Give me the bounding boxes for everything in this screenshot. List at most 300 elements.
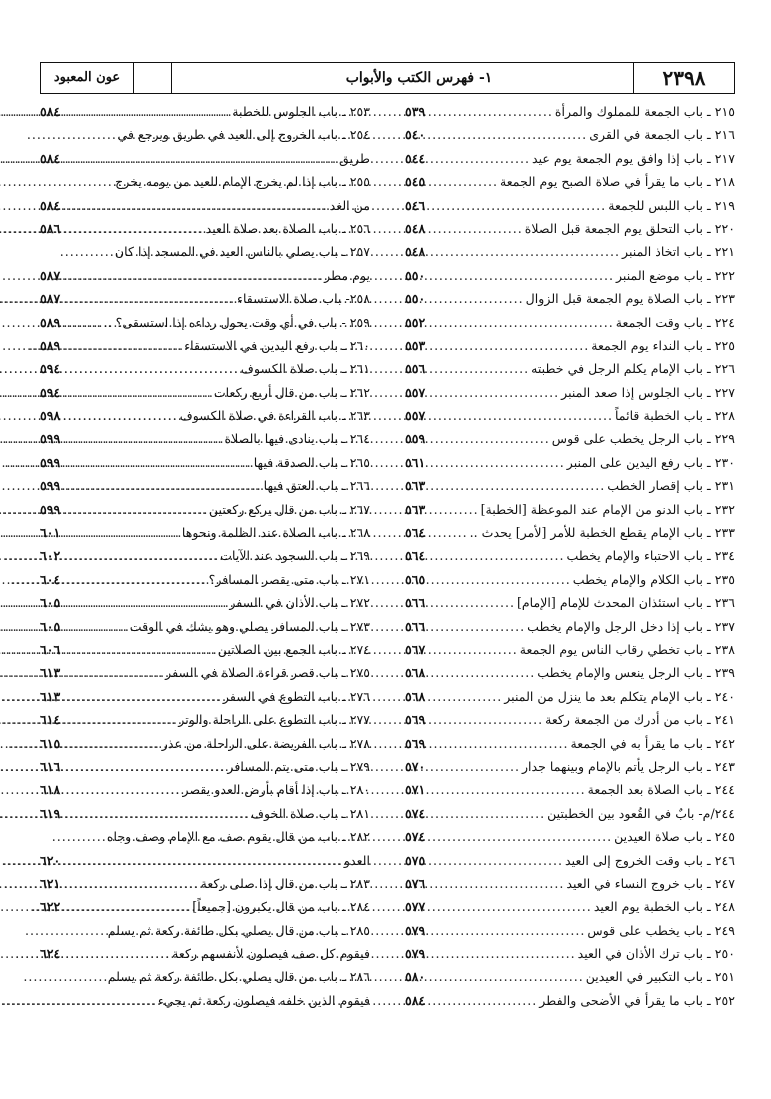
leader-dots bbox=[74, 708, 178, 731]
entry-text: ٢٤٦ ـ باب وقت الخروج إلى العيد bbox=[565, 852, 735, 868]
entry-line bbox=[40, 849, 370, 872]
entry-line bbox=[40, 942, 370, 965]
index-entry bbox=[40, 498, 370, 521]
entry-page-number: ٥٤٨ bbox=[405, 220, 426, 236]
entry-line bbox=[405, 825, 735, 848]
entry-page-number: ٦٠٥ bbox=[40, 595, 61, 611]
entry-text: ٢٥٢ ـ باب ما يقرأ في الأضحى والفطر bbox=[539, 992, 735, 1008]
entry-line bbox=[405, 100, 735, 123]
entry-line bbox=[405, 802, 735, 825]
entry-text: ٢٣٣ ـ باب الإمام يقطع الخطبة للأمر [لأمر] يحدث .. bbox=[469, 525, 735, 541]
index-entry bbox=[40, 872, 370, 895]
entry-text: ٢٤٢ ـ باب ما يقرأ به في الجمعة bbox=[570, 735, 735, 751]
entry-text: ٢٨٢ ـ باب من قال يقوم صف مع الإمام وصف وجاه bbox=[106, 829, 370, 845]
leader-dots bbox=[74, 544, 220, 567]
index-entry bbox=[405, 498, 735, 521]
entry-page-number: ٥٧١ bbox=[405, 782, 426, 798]
entry-line bbox=[405, 544, 735, 567]
index-entry bbox=[405, 334, 735, 357]
entry-page-number: ٥٨٤ bbox=[40, 197, 61, 213]
entry-line bbox=[405, 755, 735, 778]
leader-dots bbox=[439, 264, 616, 287]
entry-line bbox=[405, 708, 735, 731]
index-entry bbox=[405, 287, 735, 310]
index-entry bbox=[40, 521, 370, 544]
leader-dots bbox=[439, 568, 573, 591]
entry-page-number: ٥٦٨ bbox=[405, 665, 426, 681]
index-entry bbox=[405, 872, 735, 895]
entry-page-number: ٦٠١ bbox=[40, 525, 61, 541]
entry-text: فيقوم الذين خلفه فيصلون ركعة ثم يجيء bbox=[157, 992, 370, 1008]
leader-dots bbox=[74, 661, 165, 684]
entry-text: ٢٧٦ ـ باب التطوع في السفر bbox=[222, 688, 370, 704]
book-title: عون المعبود bbox=[53, 70, 121, 85]
entry-page-number: ٥٦٩ bbox=[405, 735, 426, 751]
index-entry bbox=[40, 427, 370, 450]
entry-text: ٢٣٦ ـ باب استئذان المحدث للإمام [الإمام] bbox=[516, 595, 735, 611]
entry-text: ٢٨١ ـ باب صلاة الخوف bbox=[250, 805, 370, 821]
entry-text: ٢٣٧ ـ باب إذا دخل الرجل والإمام يخطب bbox=[527, 618, 735, 634]
index-entry bbox=[40, 334, 370, 357]
entry-line bbox=[40, 217, 370, 240]
index-entry bbox=[405, 825, 735, 848]
entry-line bbox=[40, 123, 370, 146]
entry-line bbox=[405, 404, 735, 427]
entry-page-number: ٥٦١ bbox=[405, 454, 426, 470]
entry-text: ٢٥٦ ـ باب الصلاة بعد صلاة العيد bbox=[205, 220, 370, 236]
index-entry bbox=[405, 989, 735, 1012]
index-entry bbox=[405, 615, 735, 638]
entry-page-number: ٦١٣ bbox=[40, 665, 61, 681]
entry-text: ٢٣٠ ـ باب رفع اليدين على المنبر bbox=[566, 454, 735, 470]
index-entry bbox=[40, 217, 370, 240]
leader-dots bbox=[439, 661, 537, 684]
entry-text: ٢٧٨ ـ باب الفريضة على الراحلة من عذر bbox=[161, 735, 370, 751]
index-entry bbox=[405, 170, 735, 193]
entry-line bbox=[40, 732, 370, 755]
leader-dots bbox=[439, 194, 608, 217]
entry-page-number: ٦١٦ bbox=[40, 758, 61, 774]
entry-page-number: ٥٨٠ bbox=[405, 969, 426, 985]
entry-line bbox=[40, 381, 370, 404]
entry-line bbox=[405, 591, 735, 614]
leader-dots bbox=[439, 708, 545, 731]
entry-line bbox=[40, 895, 370, 918]
entry-text: ٢٦٢ ـ باب من قال أربع ركعات bbox=[213, 384, 370, 400]
leader-dots bbox=[74, 895, 192, 918]
entry-page-number: ٥٥٣ bbox=[405, 337, 426, 353]
entry-line bbox=[405, 147, 735, 170]
entry-text: ٢٢٢ ـ باب موضع المنبر bbox=[615, 267, 735, 283]
leader-dots bbox=[74, 989, 158, 1012]
index-entry bbox=[40, 895, 370, 918]
entry-text: ٢٧٢ ـ باب الأذان في السفر bbox=[229, 595, 370, 611]
leader-dots bbox=[439, 942, 578, 965]
entry-line bbox=[405, 194, 735, 217]
index-entry bbox=[405, 591, 735, 614]
entry-page-number: ٥٦٣ bbox=[405, 501, 426, 517]
entry-page-number: ٥٨٩ bbox=[40, 337, 61, 353]
entry-line bbox=[405, 521, 735, 544]
entry-page-number: ٦١٤ bbox=[40, 712, 61, 728]
entry-line bbox=[405, 427, 735, 450]
leader-dots bbox=[439, 919, 587, 942]
entry-text: ٢٤٠ ـ باب الإمام يتكلم بعد ما ينزل من المنبر bbox=[504, 688, 735, 704]
index-entry bbox=[40, 123, 370, 170]
entry-page-number: ٦٠٢ bbox=[40, 548, 61, 564]
index-entry bbox=[40, 311, 370, 334]
entry-line bbox=[40, 498, 370, 521]
entry-page-number: ٥٩٨ bbox=[40, 408, 61, 424]
entry-line bbox=[40, 474, 370, 497]
entry-page-number: ٥٥٦ bbox=[405, 361, 426, 377]
leader-dots bbox=[439, 334, 591, 357]
entry-line bbox=[405, 217, 735, 240]
leader-dots bbox=[74, 264, 324, 287]
leader-dots bbox=[439, 404, 615, 427]
section-title: ١- فهرس الكتب والأبواب bbox=[345, 70, 493, 86]
entry-line bbox=[405, 778, 735, 801]
entry-line bbox=[40, 615, 370, 638]
leader-dots bbox=[439, 427, 552, 450]
entry-page-number: ٥٥٩ bbox=[405, 431, 426, 447]
entry-page-number: ٥٩٤ bbox=[40, 361, 61, 377]
entry-line bbox=[405, 989, 735, 1012]
entry-text: طريق bbox=[339, 150, 370, 166]
leader-dots bbox=[439, 895, 594, 918]
entry-text: ٢٢٧ ـ باب الجلوس إذا صعد المنبر bbox=[561, 384, 735, 400]
index-entry bbox=[405, 474, 735, 497]
index-entry bbox=[40, 965, 370, 1012]
entry-line bbox=[405, 685, 735, 708]
entry-text: ٢١٩ ـ باب اللبس للجمعة bbox=[608, 197, 735, 213]
entry-page-number: ٥٦٥ bbox=[405, 571, 426, 587]
entry-page-number: ٦١٨ bbox=[40, 782, 61, 798]
entry-text: ٢٥٩ - باب في أي وقت يحول رداءه إذا استسقى؟ .. bbox=[103, 314, 370, 330]
header-divider bbox=[133, 63, 134, 93]
entry-line bbox=[40, 264, 370, 287]
leader-dots bbox=[439, 498, 481, 521]
entry-line bbox=[405, 381, 735, 404]
leader-dots bbox=[74, 474, 264, 497]
entry-text: ٢٤٣ ـ باب الرجل يأتم بالإمام وبينهما جدار bbox=[521, 758, 735, 774]
leader-dots bbox=[74, 357, 241, 380]
entry-page-number: ٥٦٨ bbox=[405, 688, 426, 704]
entry-page-number: ٥٥٠ bbox=[405, 267, 426, 283]
entry-text: من الغد bbox=[329, 197, 370, 213]
entry-line bbox=[405, 311, 735, 334]
entry-line bbox=[40, 919, 370, 942]
leader-dots bbox=[439, 778, 588, 801]
leader-dots bbox=[74, 802, 251, 825]
entry-text: ٢١٧ ـ باب إذا وافق يوم الجمعة يوم عيد bbox=[531, 150, 735, 166]
leader-dots bbox=[439, 544, 566, 567]
leader-dots bbox=[74, 217, 206, 240]
entry-page-number: ٥٥٧ bbox=[405, 408, 426, 424]
entry-page-number: ٥٨٤ bbox=[40, 104, 61, 119]
entry-page-number: ٥٤٠ bbox=[405, 127, 426, 143]
entry-text: ٢٢٤ ـ باب وقت الجمعة bbox=[615, 314, 735, 330]
leader-dots bbox=[439, 965, 586, 988]
entry-line bbox=[40, 825, 370, 848]
leader-dots bbox=[439, 217, 525, 240]
entry-line bbox=[40, 100, 370, 123]
entry-line bbox=[405, 334, 735, 357]
entry-text: ٢٨٠ ـ باب إذا أقام بأرض العدو يقصر bbox=[182, 782, 370, 798]
entry-text: العدو bbox=[343, 852, 370, 868]
entry-page-number: ٥٧٩ bbox=[405, 946, 426, 962]
entry-page-number: ٥٦٧ bbox=[405, 641, 426, 657]
entry-text: ٢٦٤ ـ باب ينادى فيها بالصلاة bbox=[224, 431, 370, 447]
leader-dots bbox=[439, 100, 555, 123]
entry-text: ٢٦٠ ـ باب رفع اليدين في الاستسقاء bbox=[184, 337, 370, 353]
entry-line bbox=[40, 685, 370, 708]
leader-dots bbox=[439, 474, 607, 497]
index-entry bbox=[405, 685, 735, 708]
entry-text: فيقوم كل صف فيصلون لأنفسهم ركعة bbox=[172, 946, 370, 962]
entry-text: ٢٤٤ ـ باب الصلاة بعد الجمعة bbox=[587, 782, 735, 798]
index-column-left bbox=[40, 100, 370, 1012]
entry-page-number: ٥٦٤ bbox=[405, 548, 426, 564]
entry-text: ٢٦١ ـ باب صلاة الكسوف bbox=[240, 361, 370, 377]
entry-line bbox=[405, 872, 735, 895]
entry-text: ٢٧٣ ـ باب المسافر يصلي وهو يشك في الوقت bbox=[129, 618, 370, 634]
entry-text: ٢٣١ ـ باب إقصار الخطب bbox=[607, 478, 735, 494]
leader-dots bbox=[439, 685, 504, 708]
entry-line bbox=[40, 427, 370, 450]
leader-dots bbox=[439, 825, 614, 848]
leader-dots bbox=[74, 872, 201, 895]
entry-page-number: ٥٤٦ bbox=[405, 197, 426, 213]
entry-page-number: ٥٧٠ bbox=[405, 758, 426, 774]
entry-line bbox=[40, 357, 370, 380]
entry-text: ٢٧١ ـ باب متى يقصر المسافر؟ bbox=[208, 571, 370, 587]
leader-dots bbox=[74, 100, 232, 123]
entry-line bbox=[40, 638, 370, 661]
entry-text: ٢٧٩ ـ باب متى يتم المسافر bbox=[227, 758, 370, 774]
entry-text: ٢٤٤/م- بابٌ في القُعود بين الخطبتين bbox=[547, 805, 735, 821]
entry-text: ٢٣٨ ـ باب تخطي رقاب الناس يوم الجمعة bbox=[519, 641, 735, 657]
leader-dots bbox=[74, 334, 184, 357]
index-entry bbox=[405, 217, 735, 240]
entry-page-number: ٥٧٤ bbox=[405, 829, 426, 845]
entry-line bbox=[405, 498, 735, 521]
entry-line bbox=[40, 521, 370, 544]
entry-line bbox=[40, 334, 370, 357]
entry-text: ٢٢٦ ـ باب الإمام يكلم الرجل في خطبته bbox=[531, 361, 735, 377]
entry-line bbox=[405, 732, 735, 755]
entry-page-number: ٥٩٩ bbox=[40, 478, 61, 494]
index-entry bbox=[405, 544, 735, 567]
entry-page-number: ٦١٥ bbox=[40, 735, 61, 751]
entry-page-number: ٥٦٩ bbox=[405, 712, 426, 728]
index-entry bbox=[405, 100, 735, 123]
entry-line bbox=[40, 568, 370, 591]
leader-dots bbox=[74, 147, 339, 170]
entry-page-number: ٥٨٤ bbox=[40, 150, 61, 166]
index-entry bbox=[405, 123, 735, 146]
entry-line bbox=[40, 287, 370, 310]
entry-page-number: ٦٠٥ bbox=[40, 618, 61, 634]
entry-line bbox=[405, 451, 735, 474]
entry-page-number: ٥٩٤ bbox=[40, 384, 61, 400]
entry-line bbox=[40, 591, 370, 614]
index-entry bbox=[405, 661, 735, 684]
index-entry bbox=[40, 100, 370, 123]
index-entry bbox=[405, 568, 735, 591]
entry-text: ٢٢٣ ـ باب الصلاة يوم الجمعة قبل الزوال bbox=[525, 291, 735, 307]
index-entry bbox=[405, 755, 735, 778]
entry-line bbox=[405, 615, 735, 638]
entry-text: ٢٥٧ ـ باب يصلي بالناس العيد في المسجد إذا كان bbox=[114, 244, 370, 260]
leader-dots bbox=[74, 849, 344, 872]
entry-page-number: ٥٣٩ bbox=[405, 104, 426, 119]
entry-page-number: ٥٦٣ bbox=[405, 478, 426, 494]
entry-line bbox=[405, 240, 735, 263]
entry-text: ٢٤٨ ـ باب الخطبة يوم العيد bbox=[593, 899, 735, 915]
entry-text: ٢٣٥ ـ باب الكلام والإمام يخطب bbox=[572, 571, 735, 587]
index-entry bbox=[40, 919, 370, 966]
entry-text: ٢٥٨- باب صلاة الاستسقاء bbox=[237, 291, 370, 307]
entry-text: ٢٧٥ ـ باب قصر قراءة الصلاة في السفر bbox=[165, 665, 370, 681]
index-entry bbox=[40, 802, 370, 825]
leader-dots bbox=[439, 732, 571, 755]
entry-page-number: ٥٤٨ bbox=[405, 244, 426, 260]
leader-dots bbox=[74, 404, 180, 427]
entry-line bbox=[405, 474, 735, 497]
index-entry bbox=[405, 732, 735, 755]
entry-page-number: ٥٨٧ bbox=[40, 291, 61, 307]
entry-line bbox=[40, 147, 370, 170]
entry-text: ٢٦٣ ـ باب القراءة في صلاة الكسوف bbox=[179, 408, 370, 424]
leader-dots bbox=[439, 989, 539, 1012]
entry-page-number: ٥٨٦ bbox=[40, 220, 61, 236]
entry-line bbox=[40, 240, 370, 263]
entry-page-number: ٥٨٧ bbox=[40, 267, 61, 283]
entry-text: ٢٣٤ ـ باب الاحتباء والإمام يخطب bbox=[566, 548, 735, 564]
index-entry bbox=[40, 568, 370, 591]
entry-text: ٢٤٩ ـ باب يخطب على قوس bbox=[587, 922, 735, 938]
page-header bbox=[40, 62, 735, 94]
leader-dots bbox=[74, 615, 130, 638]
leader-dots bbox=[439, 849, 565, 872]
entry-line bbox=[405, 638, 735, 661]
entry-text: ٢٢٥ ـ باب النداء يوم الجمعة bbox=[591, 337, 735, 353]
entry-page-number: ٥٧٥ bbox=[405, 852, 426, 868]
leader-dots bbox=[439, 872, 566, 895]
entry-page-number: ٥٩٩ bbox=[40, 501, 61, 517]
leader-dots bbox=[439, 240, 622, 263]
leader-dots bbox=[74, 287, 237, 310]
index-entry bbox=[405, 778, 735, 801]
entry-text: ٢٤٧ ـ باب خروج النساء في العيد bbox=[566, 875, 735, 891]
entry-text: ٢٢٩ ـ باب الرجل يخطب على قوس bbox=[551, 431, 735, 447]
entry-text: ٢٧٧ ـ باب التطوع على الراحلة والوتر bbox=[178, 712, 370, 728]
entry-line bbox=[40, 194, 370, 217]
leader-dots bbox=[439, 521, 470, 544]
index-entry bbox=[40, 357, 370, 380]
leader-dots bbox=[439, 123, 589, 146]
entry-text: ٢٢٠ ـ باب التحلق يوم الجمعة قبل الصلاة bbox=[524, 220, 735, 236]
entry-text: ٢٦٧ ـ باب من قال يركع ركعتين bbox=[208, 501, 370, 517]
entry-line bbox=[405, 919, 735, 942]
leader-dots bbox=[74, 521, 182, 544]
leader-dots bbox=[74, 732, 162, 755]
entry-text: ٢٦٥ ـ باب الصدقة فيها bbox=[253, 454, 370, 470]
entry-page-number: ٥٩٩ bbox=[40, 454, 61, 470]
entry-line bbox=[40, 989, 370, 1012]
index-entry bbox=[40, 755, 370, 778]
entry-text: ٢٧٤ ـ باب الجمع بين الصلاتين bbox=[217, 641, 370, 657]
index-entry bbox=[405, 240, 735, 263]
entry-page-number: ٦١٩ bbox=[40, 805, 61, 821]
entry-text: ٢٤٥ ـ باب صلاة العيدين bbox=[614, 829, 735, 845]
index-entry bbox=[405, 708, 735, 731]
leader-dots bbox=[439, 170, 500, 193]
index-entry bbox=[405, 849, 735, 872]
entry-text: ٢٢١ ـ باب اتخاذ المنبر bbox=[622, 244, 735, 260]
entry-text: ٢٣٢ ـ باب الدنو من الإمام عند الموعظة [الخطبة] bbox=[480, 501, 735, 517]
entry-line bbox=[40, 755, 370, 778]
leader-dots bbox=[439, 287, 526, 310]
entry-page-number: ٥٦٦ bbox=[405, 595, 426, 611]
entry-line bbox=[405, 942, 735, 965]
index-entry bbox=[40, 287, 370, 310]
entry-page-number: ٥٩٩ bbox=[40, 431, 61, 447]
header-divider bbox=[171, 63, 172, 93]
entry-line bbox=[40, 778, 370, 801]
entry-line bbox=[405, 357, 735, 380]
entry-page-number: ٥٤٤ bbox=[405, 150, 426, 166]
leader-dots bbox=[74, 591, 229, 614]
entry-text: ٢٦٦ ـ باب العتق فيها bbox=[263, 478, 370, 494]
entry-page-number: ٦٢١ bbox=[40, 875, 61, 891]
entry-page-number: ٦٢٤ bbox=[40, 946, 61, 962]
leader-dots bbox=[74, 942, 172, 965]
entry-text: ٢١٨ ـ باب ما يقرأ في صلاة الصبح يوم الجمعة bbox=[499, 174, 735, 190]
entry-text: ٢١٦ ـ باب الجمعة في القرى bbox=[589, 127, 735, 143]
index-entry bbox=[405, 451, 735, 474]
entry-line bbox=[40, 802, 370, 825]
entry-page-number: ٥٨٩ bbox=[40, 314, 61, 330]
entry-page-number: ٥٥٧ bbox=[405, 384, 426, 400]
index-entry bbox=[40, 404, 370, 427]
index-entry bbox=[40, 638, 370, 661]
index-entry bbox=[405, 895, 735, 918]
entry-text: ٢٥٠ ـ باب ترك الأذان في العيد bbox=[577, 946, 735, 962]
index-entry bbox=[40, 615, 370, 638]
leader-dots bbox=[439, 615, 527, 638]
entry-page-number: ٥٧٩ bbox=[405, 922, 426, 938]
index-entry bbox=[40, 381, 370, 404]
entry-page-number: ٥٤٥ bbox=[405, 174, 426, 190]
index-entry bbox=[40, 685, 370, 708]
entry-page-number: ٥٨٤ bbox=[405, 992, 426, 1008]
entry-line bbox=[40, 661, 370, 684]
leader-dots bbox=[439, 357, 531, 380]
entry-page-number: ٦٠٤ bbox=[40, 571, 61, 587]
leader-dots bbox=[439, 591, 517, 614]
index-entry bbox=[405, 802, 735, 825]
index-entry bbox=[40, 170, 370, 217]
entry-page-number: ٥٦٦ bbox=[405, 618, 426, 634]
entry-text: ٢٦٩ ـ باب السجود عند الآيات bbox=[220, 548, 370, 564]
entry-line bbox=[405, 568, 735, 591]
entry-text: ٢٢٨ ـ باب الخطبة قائماً bbox=[614, 408, 735, 424]
leader-dots bbox=[439, 381, 561, 404]
entry-page-number: ٦١٣ bbox=[40, 688, 61, 704]
leader-dots bbox=[74, 194, 330, 217]
